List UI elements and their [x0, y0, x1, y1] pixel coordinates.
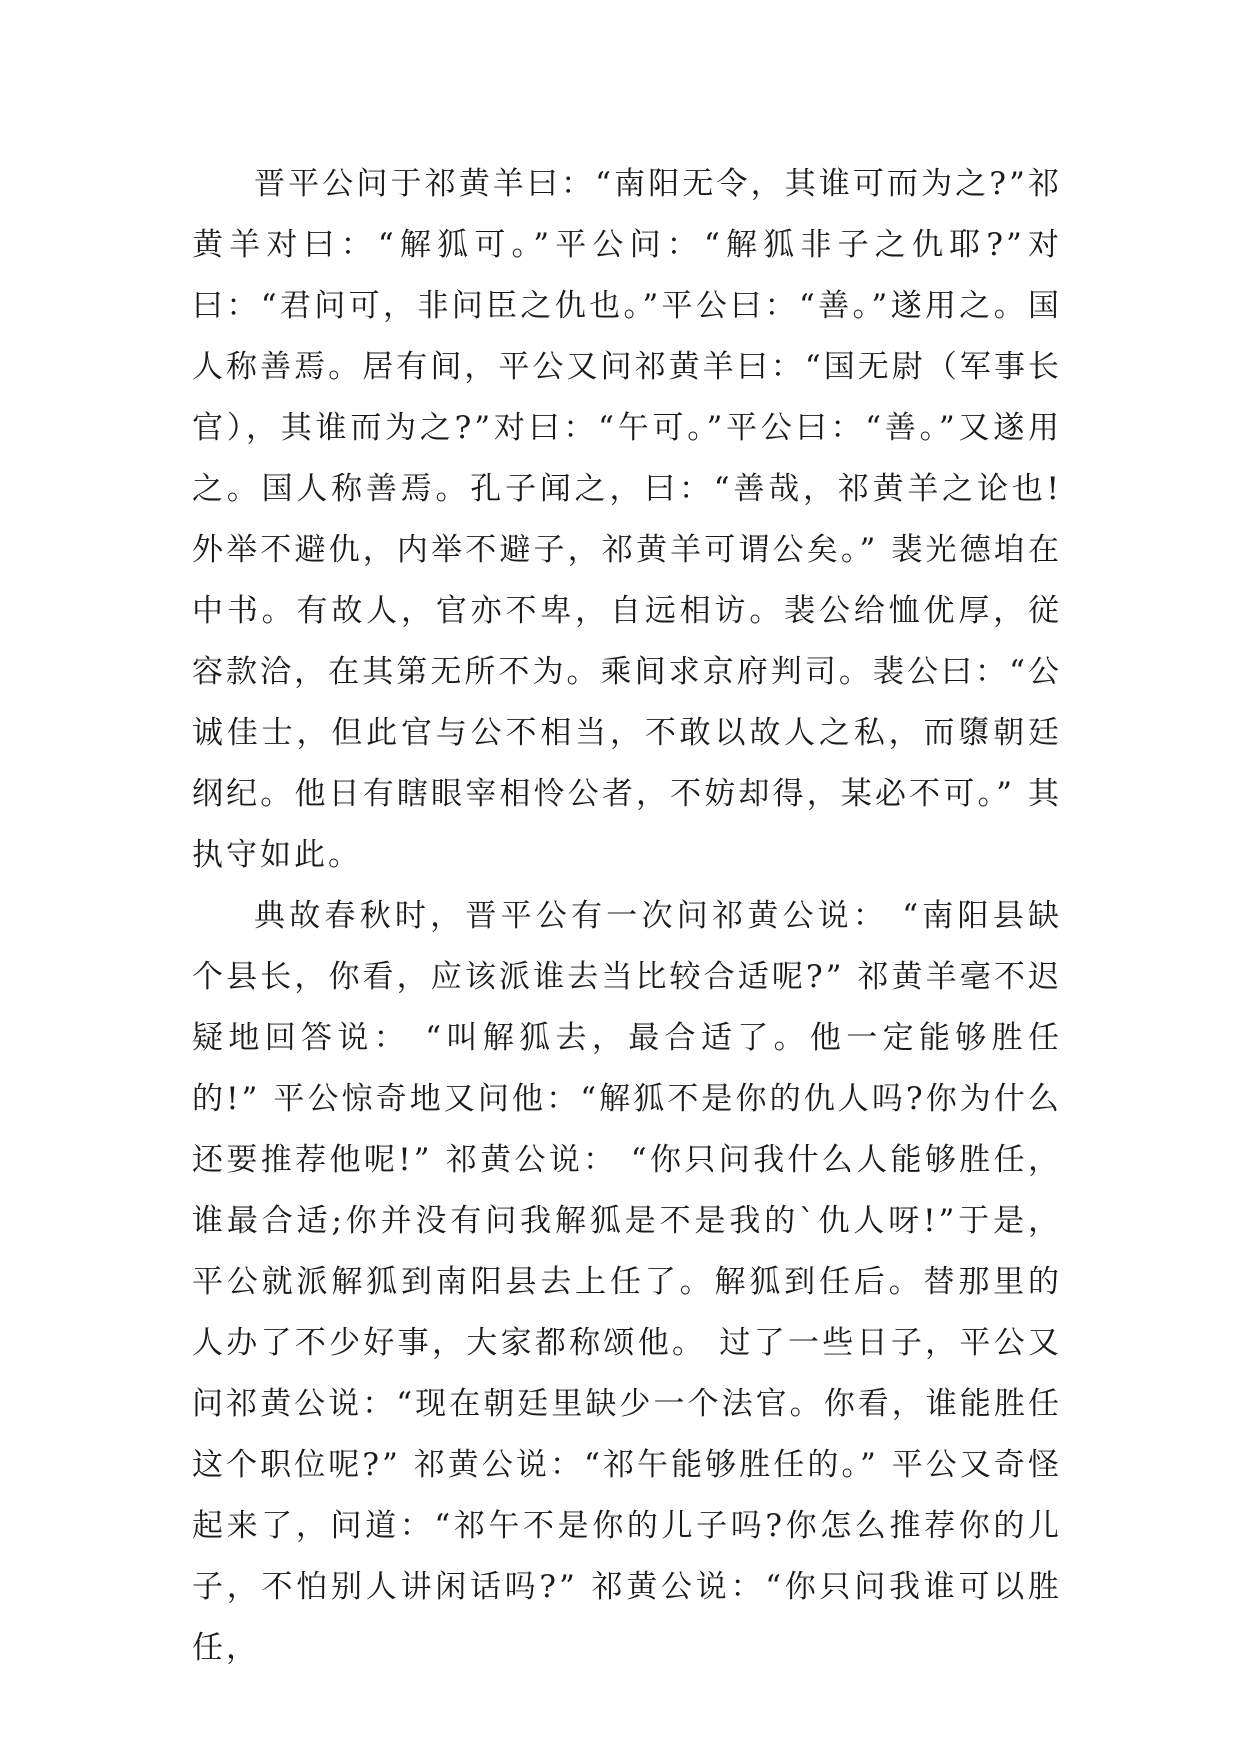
paragraph-story-explanation: 典故春秋时，晋平公有一次问祁黄公说： “南阳县缺个县长，你看，应该派谁去当比较合适呢?” 祁黄羊毫不迟疑地回答说： “叫解狐去，最合适了。他一定能够胜任的!” 平公惊奇地又问他：“解狐不是你的仇人吗?你为什么还要推荐他呢!” 祁黄公说： “你只问我什么人能够胜任，谁最合适;你并没有问我解狐是不是我的`仇人呀!”于是，平公就派解狐到南阳县去上任了。解狐到任后。替那里的人办了不少好事，大家都称颂他。 过了一些日子，平公又问祁黄公说：“现在朝廷里缺少一个法官。你看，谁能胜任这个职位呢?” 祁黄公说：“祁午能够胜任的。” 平公又奇怪起来了，问道：“祁午不是你的儿子吗?你怎么推荐你的儿子，不怕别人讲闲话吗?” 祁黄公说：“你只问我谁可以胜任， [192, 898, 1062, 1666]
paragraph-classical-text: 晋平公问于祁黄羊曰：“南阳无令，其谁可而为之?”祁黄羊对曰：“解狐可。”平公问：“解狐非子之仇耶?”对曰：“君问可，非问臣之仇也。”平公曰：“善。”遂用之。国人称善焉。居有间，平公又问祁黄羊曰：“国无尉（军事长官），其谁而为之?”对曰：“午可。”平公曰：“善。”又遂用之。国人称善焉。孔子闻之，曰：“善哉，祁黄羊之论也!外举不避仇，内举不避子，祁黄羊可谓公矣。” 裴光德垍在中书。有故人，官亦不卑，自远相访。裴公给恤优厚，従容款洽，在其第无所不为。乘间求京府判司。裴公曰：“公诚佳士，但此官与公不相当，不敢以故人之私，而隳朝廷纲纪。他日有瞎眼宰相怜公者，不妨却得，某必不可。” 其执守如此。 [192, 166, 1062, 873]
document-body [192, 154, 1062, 1679]
